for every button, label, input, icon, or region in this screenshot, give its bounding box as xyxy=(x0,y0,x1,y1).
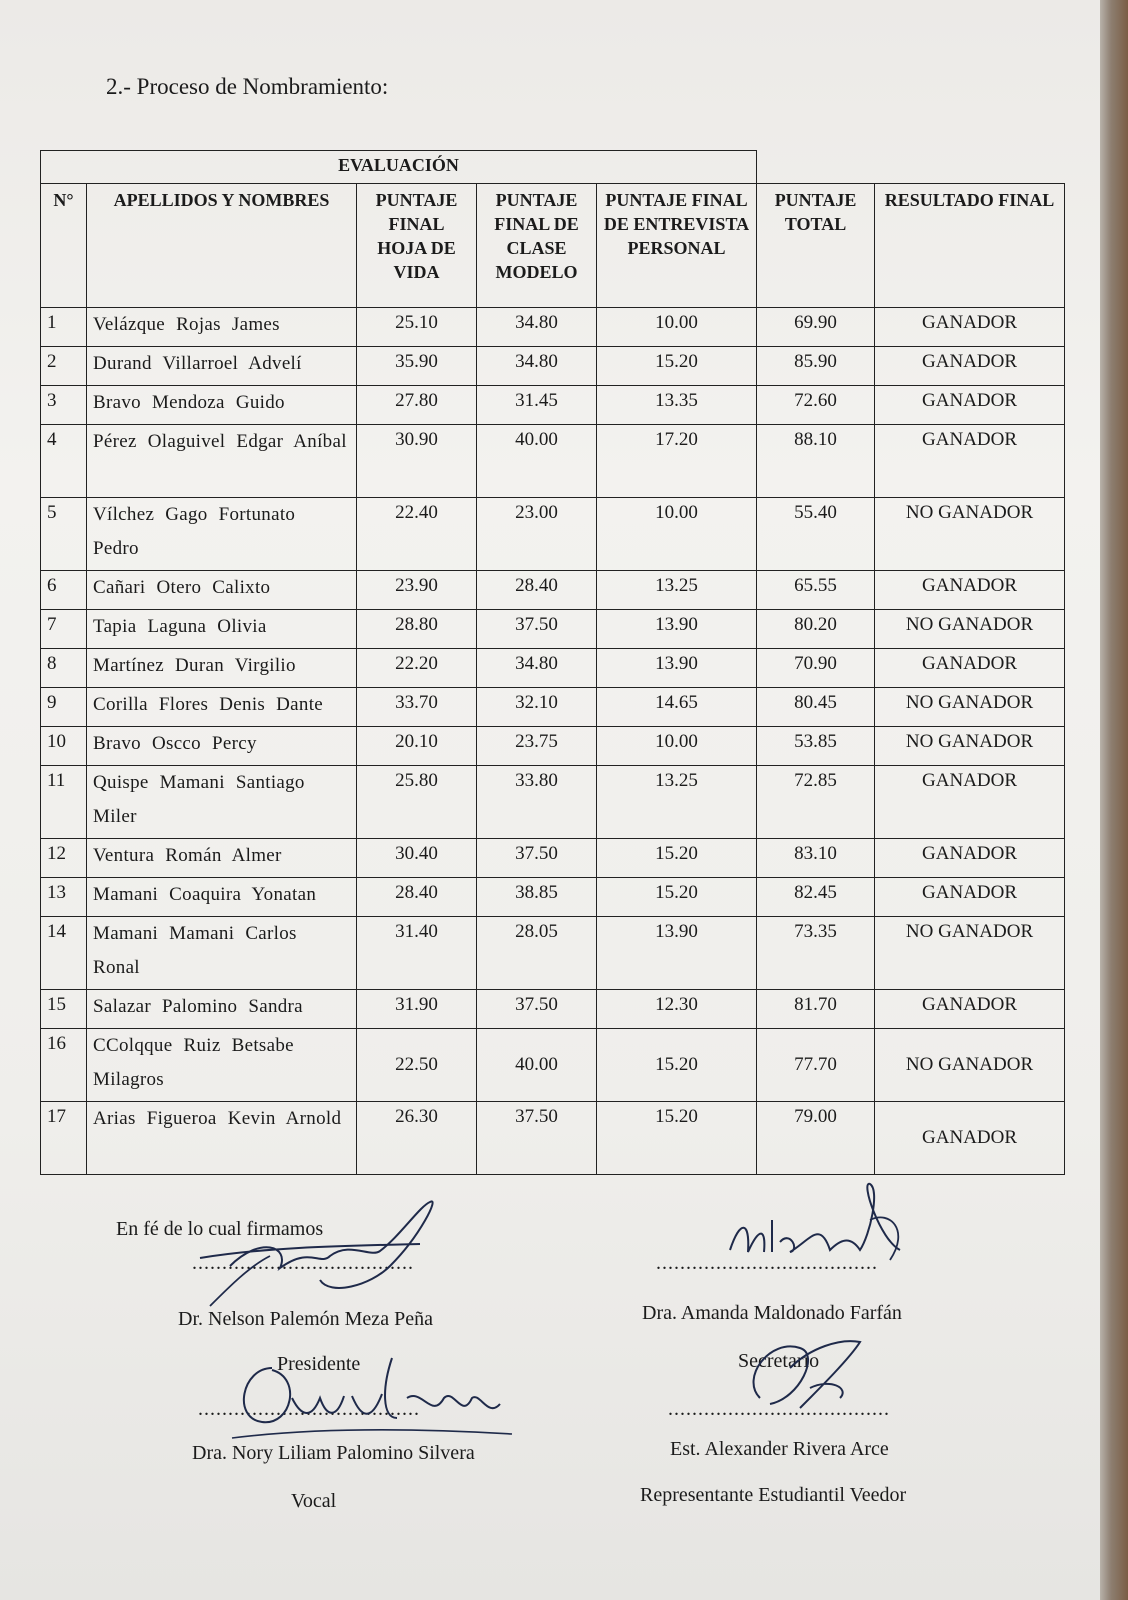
signature-vocal xyxy=(232,1348,522,1458)
row-hoja-de-vida: 22.40 xyxy=(357,498,477,571)
page-edge-background xyxy=(1100,0,1128,1600)
row-hoja-de-vida: 20.10 xyxy=(357,727,477,766)
table-row xyxy=(41,766,1065,839)
row-entrevista: 10.00 xyxy=(597,727,757,766)
row-hoja-de-vida: 35.90 xyxy=(357,347,477,386)
row-hoja-de-vida: 22.20 xyxy=(357,649,477,688)
row-name: CColqque Ruiz Betsabe Milagros xyxy=(87,1029,357,1102)
signatory-name-3: Dra. Nory Liliam Palomino Silvera xyxy=(192,1442,475,1464)
section-title: 2.- Proceso de Nombramiento: xyxy=(106,74,389,99)
table-row xyxy=(41,610,1065,649)
row-entrevista: 15.20 xyxy=(597,1102,757,1175)
row-resultado: NO GANADOR xyxy=(875,688,1065,727)
row-name: Pérez Olaguivel Edgar Aníbal xyxy=(87,425,357,498)
table-row xyxy=(41,878,1065,917)
row-hoja-de-vida: 28.80 xyxy=(357,610,477,649)
row-resultado: GANADOR xyxy=(875,386,1065,425)
header-blank xyxy=(757,151,1065,184)
row-clase-modelo: 37.50 xyxy=(477,610,597,649)
row-resultado: GANADOR xyxy=(875,839,1065,878)
signatory-role-3: Vocal xyxy=(291,1490,337,1512)
row-total: 69.90 xyxy=(757,308,875,347)
row-resultado: GANADOR xyxy=(875,990,1065,1029)
header-entrevista: PUNTAJE FINAL DE ENTREVISTA PERSONAL xyxy=(597,184,757,308)
row-total: 80.45 xyxy=(757,688,875,727)
row-total: 85.90 xyxy=(757,347,875,386)
row-number: 13 xyxy=(41,878,87,917)
row-clase-modelo: 37.50 xyxy=(477,839,597,878)
row-resultado: NO GANADOR xyxy=(875,1029,1065,1102)
row-resultado: GANADOR xyxy=(875,766,1065,839)
row-number: 11 xyxy=(41,766,87,839)
row-resultado: GANADOR xyxy=(875,308,1065,347)
row-clase-modelo: 28.05 xyxy=(477,917,597,990)
row-entrevista: 10.00 xyxy=(597,308,757,347)
row-name: Vílchez Gago Fortunato Pedro xyxy=(87,498,357,571)
table-row xyxy=(41,308,1065,347)
row-hoja-de-vida: 31.90 xyxy=(357,990,477,1029)
row-name: Arias Figueroa Kevin Arnold xyxy=(87,1102,357,1175)
footer-intro: En fé de lo cual firmamos xyxy=(116,1218,324,1240)
row-hoja-de-vida: 31.40 xyxy=(357,917,477,990)
row-hoja-de-vida: 30.40 xyxy=(357,839,477,878)
row-total: 65.55 xyxy=(757,571,875,610)
row-clase-modelo: 34.80 xyxy=(477,649,597,688)
row-number: 8 xyxy=(41,649,87,688)
row-number: 6 xyxy=(41,571,87,610)
row-resultado: NO GANADOR xyxy=(875,727,1065,766)
row-entrevista: 15.20 xyxy=(597,347,757,386)
row-number: 4 xyxy=(41,425,87,498)
row-total: 72.85 xyxy=(757,766,875,839)
row-entrevista: 13.90 xyxy=(597,610,757,649)
row-resultado: GANADOR xyxy=(875,425,1065,498)
row-hoja-de-vida: 23.90 xyxy=(357,571,477,610)
row-entrevista: 15.20 xyxy=(597,839,757,878)
row-total: 70.90 xyxy=(757,649,875,688)
row-clase-modelo: 40.00 xyxy=(477,425,597,498)
row-hoja-de-vida: 27.80 xyxy=(357,386,477,425)
row-clase-modelo: 33.80 xyxy=(477,766,597,839)
row-number: 1 xyxy=(41,308,87,347)
row-total: 83.10 xyxy=(757,839,875,878)
header-clase-modelo: PUNTAJE FINAL DE CLASE MODELO xyxy=(477,184,597,308)
row-entrevista: 17.20 xyxy=(597,425,757,498)
row-clase-modelo: 31.45 xyxy=(477,386,597,425)
row-hoja-de-vida: 25.80 xyxy=(357,766,477,839)
row-entrevista: 13.90 xyxy=(597,917,757,990)
row-hoja-de-vida: 25.10 xyxy=(357,308,477,347)
row-hoja-de-vida: 28.40 xyxy=(357,878,477,917)
signatory-role-4: Representante Estudiantil Veedor xyxy=(640,1484,907,1506)
row-resultado: GANADOR xyxy=(875,649,1065,688)
table-row xyxy=(41,571,1065,610)
signature-line: ..................................... xyxy=(668,1398,890,1420)
row-number: 14 xyxy=(41,917,87,990)
row-name: Durand Villarroel Advelí xyxy=(87,347,357,386)
row-name: Mamani Coaquira Yonatan xyxy=(87,878,357,917)
row-name: Quispe Mamani Santiago Miler xyxy=(87,766,357,839)
signature-veedor xyxy=(740,1328,880,1428)
row-clase-modelo: 34.80 xyxy=(477,308,597,347)
row-hoja-de-vida: 22.50 xyxy=(357,1029,477,1102)
row-name: Martínez Duran Virgilio xyxy=(87,649,357,688)
row-clase-modelo: 37.50 xyxy=(477,990,597,1029)
row-number: 17 xyxy=(41,1102,87,1175)
row-total: 73.35 xyxy=(757,917,875,990)
row-name: Bravo Mendoza Guido xyxy=(87,386,357,425)
header-name: APELLIDOS Y NOMBRES xyxy=(87,184,357,308)
row-hoja-de-vida: 30.90 xyxy=(357,425,477,498)
row-entrevista: 13.25 xyxy=(597,571,757,610)
signature-line: ..................................... xyxy=(198,1398,420,1420)
row-resultado: NO GANADOR xyxy=(875,498,1065,571)
signature-secretario xyxy=(720,1180,920,1290)
row-resultado: NO GANADOR xyxy=(875,610,1065,649)
row-number: 2 xyxy=(41,347,87,386)
row-total: 77.70 xyxy=(757,1029,875,1102)
row-name: Salazar Palomino Sandra xyxy=(87,990,357,1029)
row-total: 88.10 xyxy=(757,425,875,498)
table-row xyxy=(41,727,1065,766)
table-row xyxy=(41,347,1065,386)
row-total: 79.00 xyxy=(757,1102,875,1175)
row-clase-modelo: 38.85 xyxy=(477,878,597,917)
row-clase-modelo: 37.50 xyxy=(477,1102,597,1175)
row-clase-modelo: 23.75 xyxy=(477,727,597,766)
row-entrevista: 15.20 xyxy=(597,878,757,917)
row-entrevista: 10.00 xyxy=(597,498,757,571)
row-total: 80.20 xyxy=(757,610,875,649)
table-row xyxy=(41,839,1065,878)
row-clase-modelo: 28.40 xyxy=(477,571,597,610)
header-number: N° xyxy=(41,184,87,308)
table-row xyxy=(41,425,1065,498)
signatory-name-2: Dra. Amanda Maldonado Farfán xyxy=(642,1302,902,1324)
row-name: Mamani Mamani Carlos Ronal xyxy=(87,917,357,990)
signatory-name-4: Est. Alexander Rivera Arce xyxy=(670,1438,889,1460)
row-entrevista: 14.65 xyxy=(597,688,757,727)
signatory-name-1: Dr. Nelson Palemón Meza Peña xyxy=(178,1308,433,1330)
row-entrevista: 13.90 xyxy=(597,649,757,688)
row-name: Cañari Otero Calixto xyxy=(87,571,357,610)
evaluation-table xyxy=(40,150,1065,1175)
row-total: 55.40 xyxy=(757,498,875,571)
row-resultado: NO GANADOR xyxy=(875,917,1065,990)
table-row xyxy=(41,1029,1065,1102)
signature-presidente xyxy=(170,1196,460,1346)
row-hoja-de-vida: 26.30 xyxy=(357,1102,477,1175)
row-name: Bravo Oscco Percy xyxy=(87,727,357,766)
table-row xyxy=(41,386,1065,425)
signature-line: ..................................... xyxy=(656,1252,878,1274)
row-name: Tapia Laguna Olivia xyxy=(87,610,357,649)
row-total: 53.85 xyxy=(757,727,875,766)
table-row xyxy=(41,1102,1065,1175)
header-resultado: RESULTADO FINAL xyxy=(875,184,1065,308)
row-entrevista: 12.30 xyxy=(597,990,757,1029)
row-name: Corilla Flores Denis Dante xyxy=(87,688,357,727)
row-total: 72.60 xyxy=(757,386,875,425)
row-number: 15 xyxy=(41,990,87,1029)
signatory-role-1: Presidente xyxy=(277,1353,361,1375)
header-total: PUNTAJE TOTAL xyxy=(757,184,875,308)
row-clase-modelo: 40.00 xyxy=(477,1029,597,1102)
row-entrevista: 13.35 xyxy=(597,386,757,425)
row-resultado: GANADOR xyxy=(875,1102,1065,1175)
table-row xyxy=(41,649,1065,688)
row-clase-modelo: 34.80 xyxy=(477,347,597,386)
header-hoja-de-vida: PUNTAJE FINAL HOJA DE VIDA xyxy=(357,184,477,308)
evaluacion-group-header: EVALUACIÓN xyxy=(41,151,757,184)
row-entrevista: 13.25 xyxy=(597,766,757,839)
row-number: 3 xyxy=(41,386,87,425)
row-clase-modelo: 23.00 xyxy=(477,498,597,571)
row-name: Velázque Rojas James xyxy=(87,308,357,347)
row-number: 7 xyxy=(41,610,87,649)
table-row xyxy=(41,688,1065,727)
row-total: 81.70 xyxy=(757,990,875,1029)
row-number: 10 xyxy=(41,727,87,766)
row-name: Ventura Román Almer xyxy=(87,839,357,878)
row-number: 12 xyxy=(41,839,87,878)
row-hoja-de-vida: 33.70 xyxy=(357,688,477,727)
table-row xyxy=(41,990,1065,1029)
row-resultado: GANADOR xyxy=(875,878,1065,917)
signatory-role-2: Secretario xyxy=(738,1350,820,1372)
table-row xyxy=(41,498,1065,571)
table-row xyxy=(41,917,1065,990)
row-resultado: GANADOR xyxy=(875,571,1065,610)
row-total: 82.45 xyxy=(757,878,875,917)
signature-line: ..................................... xyxy=(192,1252,414,1274)
row-number: 16 xyxy=(41,1029,87,1102)
row-entrevista: 15.20 xyxy=(597,1029,757,1102)
row-resultado: GANADOR xyxy=(875,347,1065,386)
row-number: 5 xyxy=(41,498,87,571)
row-clase-modelo: 32.10 xyxy=(477,688,597,727)
row-number: 9 xyxy=(41,688,87,727)
